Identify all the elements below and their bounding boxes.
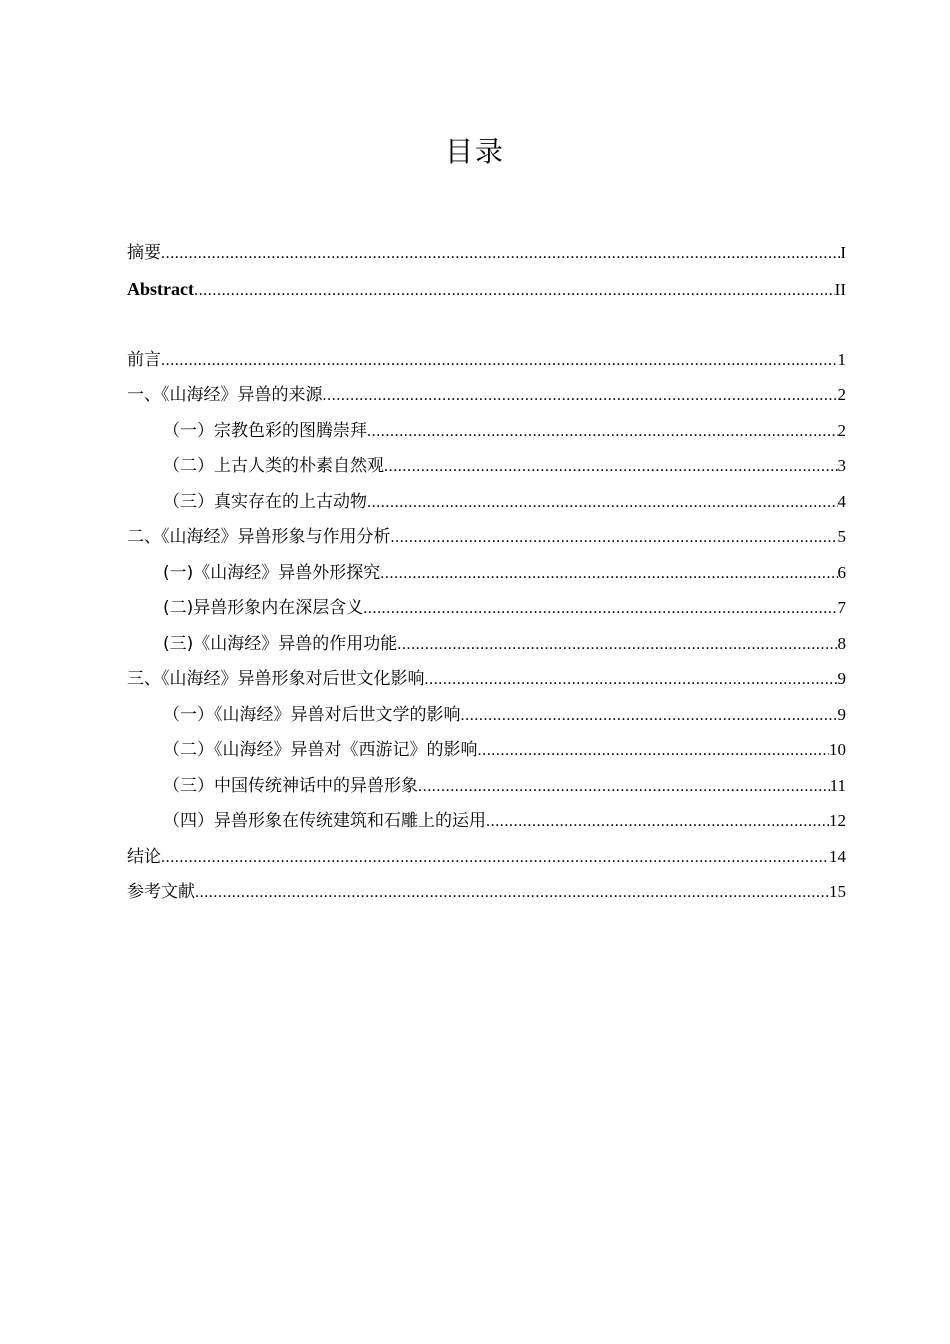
toc-entry-page: 2 bbox=[837, 421, 846, 440]
toc-entry-section-3-2[interactable] bbox=[127, 737, 846, 763]
toc-leader-dots bbox=[384, 454, 838, 480]
toc-leader-dots bbox=[397, 632, 837, 658]
toc-entry-page: 15 bbox=[829, 882, 846, 901]
toc-leader-dots bbox=[425, 667, 838, 693]
toc-leader-dots bbox=[161, 348, 838, 374]
toc-entry-label: （二）上古人类的朴素自然观 bbox=[163, 456, 384, 476]
toc-entry-label: 参考文献 bbox=[127, 882, 195, 902]
toc-entry-label: (三)《山海经》异兽的作用功能 bbox=[163, 634, 398, 654]
toc-entry-section-2-3[interactable] bbox=[127, 631, 846, 657]
toc-entry-chapter-2[interactable] bbox=[127, 524, 846, 550]
toc-entry-label: 一、《山海经》异兽的来源 bbox=[127, 385, 323, 405]
toc-entry-page: 10 bbox=[829, 740, 846, 759]
toc-entry-preface[interactable] bbox=[127, 347, 846, 373]
toc-entry-chapter-3[interactable] bbox=[127, 666, 846, 692]
toc-leader-dots bbox=[461, 703, 838, 729]
toc-entry-abstract-en[interactable] bbox=[127, 276, 846, 302]
toc-leader-dots bbox=[418, 774, 830, 800]
toc-leader-dots bbox=[194, 278, 835, 304]
toc-entry-label: Abstract bbox=[127, 279, 194, 299]
toc-entry-label: 二、《山海经》异兽形象与作用分析 bbox=[127, 527, 391, 547]
toc-entry-label: （三）真实存在的上古动物 bbox=[163, 492, 367, 512]
toc-entry-page: 14 bbox=[829, 847, 846, 866]
toc-entry-page: 9 bbox=[837, 705, 846, 724]
toc-entry-abstract-cn[interactable] bbox=[127, 240, 846, 266]
toc-entry-label: （二）《山海经》异兽对《西游记》的影响 bbox=[163, 740, 478, 760]
toc-entry-label: （一）宗教色彩的图腾崇拜 bbox=[163, 421, 367, 441]
toc-leader-dots bbox=[391, 525, 838, 551]
toc-entry-label: （一）《山海经》异兽对后世文学的影响 bbox=[163, 705, 461, 725]
toc-entry-conclusion[interactable] bbox=[127, 844, 846, 870]
toc-leader-dots bbox=[195, 880, 829, 906]
toc-entry-label: (一)《山海经》异兽外形探究 bbox=[163, 563, 381, 583]
toc-leader-dots bbox=[486, 809, 829, 835]
toc-entry-page: 9 bbox=[837, 669, 846, 688]
toc-entry-page: 4 bbox=[837, 492, 846, 511]
toc-entry-page: 2 bbox=[837, 385, 846, 404]
toc-leader-dots bbox=[363, 596, 837, 622]
toc-entry-label: 三、《山海经》异兽形象对后世文化影响 bbox=[127, 669, 425, 689]
toc-entry-section-3-3[interactable] bbox=[127, 773, 846, 799]
toc-entry-page: I bbox=[840, 243, 846, 262]
toc-entry-chapter-1[interactable] bbox=[127, 382, 846, 408]
toc-entry-page: 1 bbox=[837, 350, 846, 369]
toc-entry-label: 前言 bbox=[127, 350, 161, 370]
toc-leader-dots bbox=[478, 738, 830, 764]
toc-entry-section-1-2[interactable] bbox=[127, 453, 846, 479]
toc-entry-page: 12 bbox=[829, 811, 846, 830]
toc-entry-section-2-2[interactable] bbox=[127, 595, 846, 621]
toc-entry-section-3-1[interactable] bbox=[127, 702, 846, 728]
toc-entry-page: 3 bbox=[837, 456, 846, 475]
toc-leader-dots bbox=[323, 383, 838, 409]
toc-entry-page: II bbox=[834, 280, 846, 299]
toc-entry-page: 5 bbox=[837, 527, 846, 546]
toc-leader-dots bbox=[161, 845, 829, 871]
toc-entry-page: 8 bbox=[837, 634, 846, 653]
toc-leader-dots bbox=[367, 419, 838, 445]
toc-title: 目录 bbox=[444, 135, 505, 168]
toc-entry-page: 6 bbox=[837, 563, 846, 582]
toc-entry-label: （四）异兽形象在传统建筑和石雕上的运用 bbox=[163, 811, 486, 831]
toc-entry-section-3-4[interactable] bbox=[127, 808, 846, 834]
toc-entry-section-1-3[interactable] bbox=[127, 489, 846, 515]
toc-leader-dots bbox=[380, 561, 837, 587]
toc-entry-label: (二)异兽形象内在深层含义 bbox=[163, 598, 364, 618]
toc-entry-page: 7 bbox=[837, 598, 846, 617]
toc-entry-label: 结论 bbox=[127, 847, 161, 867]
toc-entry-section-1-1[interactable] bbox=[127, 418, 846, 444]
toc-entry-label: （三）中国传统神话中的异兽形象 bbox=[163, 776, 418, 796]
toc-entry-page: 11 bbox=[829, 776, 846, 795]
toc-entry-label: 摘要 bbox=[127, 243, 161, 263]
toc-entry-references[interactable] bbox=[127, 879, 846, 905]
toc-entry-section-2-1[interactable] bbox=[127, 560, 846, 586]
toc-leader-dots bbox=[161, 241, 840, 267]
toc-leader-dots bbox=[367, 490, 838, 516]
